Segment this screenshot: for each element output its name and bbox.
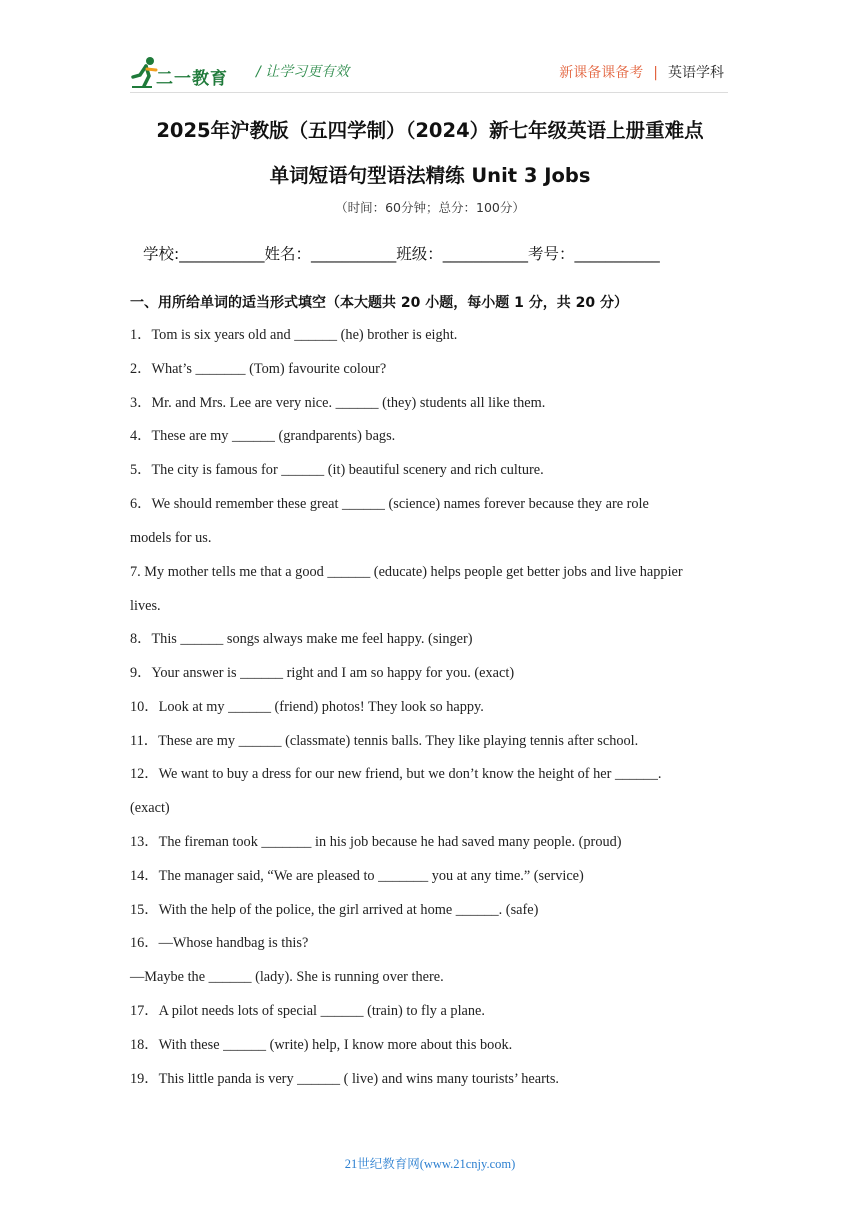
question-line: 1．Tom is six years old and ______ (he) brother is eight. [130, 327, 458, 343]
slogan: / 让学习更有效 [256, 64, 350, 80]
header-separator: | [653, 65, 658, 81]
header-divider [130, 92, 728, 93]
header-labels [559, 62, 724, 82]
section-heading: 一、用所给单词的适当形式填空（本大题共 20 小题，每小题 1 分，共 20 分） [130, 295, 628, 311]
page-header [0, 0, 860, 100]
logo-text: 二一教育 [156, 69, 228, 89]
time-score-note: （时间：60分钟；总分：100分） [335, 200, 525, 215]
header-label-subject: 英语学科 [668, 65, 724, 81]
question-line: 7. My mother tells me that a good ______ (educate) helps people get better jobs and live happier [130, 564, 683, 580]
logo [130, 56, 242, 90]
question-line: 6．We should remember these great ______ (science) names forever because they are role [130, 496, 649, 512]
question-line: 14．The manager said, “We are pleased to _______ you at any time.” (service) [130, 868, 584, 884]
student-info-line: 学校:___________姓名：___________班级：___________考号：___________ [143, 245, 660, 263]
question-line: lives. [130, 598, 161, 614]
question-line: 9．Your answer is ______ right and I am so happy for you. (exact) [130, 665, 515, 681]
question-line: 19．This little panda is very ______ ( live) and wins many tourists’ hearts. [130, 1071, 559, 1087]
question-line: 15．With the help of the police, the girl arrived at home ______. (safe) [130, 902, 539, 918]
page-title-line2: 单词短语句型语法精练 Unit 3 Jobs [269, 164, 591, 187]
question-line: (exact) [130, 800, 170, 816]
question-line: 13．The fireman took _______ in his job because he had saved many people. (proud) [130, 834, 622, 850]
header-label-prep: 新课备课备考 [559, 65, 644, 81]
footer-source-link[interactable]: 21世纪教育网(www.21cnjy.com) [344, 1157, 516, 1171]
question-line: models for us. [130, 530, 212, 546]
page-title-line1: 2025年沪教版（五四学制）（2024）新七年级英语上册重难点 [156, 119, 704, 142]
question-line: 10．Look at my ______ (friend) photos! They look so happy. [130, 699, 484, 715]
question-line: 16．—Whose handbag is this? [130, 935, 309, 951]
question-line: 3．Mr. and Mrs. Lee are very nice. ______ (they) students all like them. [130, 395, 546, 411]
question-line: 17．A pilot needs lots of special ______ (train) to fly a plane. [130, 1003, 485, 1019]
question-line: 4．These are my ______ (grandparents) bags. [130, 428, 396, 444]
question-line: 11．These are my ______ (classmate) tennis balls. They like playing tennis after school. [130, 733, 639, 749]
question-line: —Maybe the ______ (lady). She is running over there. [130, 969, 444, 985]
question-line: 8．This ______ songs always make me feel happy. (singer) [130, 631, 473, 647]
question-line: 18．With these ______ (write) help, I know more about this book. [130, 1037, 513, 1053]
question-line: 5．The city is famous for ______ (it) beautiful scenery and rich culture. [130, 462, 544, 478]
question-line: 2．What’s _______ (Tom) favourite colour? [130, 361, 387, 377]
question-line: 12．We want to buy a dress for our new friend, but we don’t know the height of her ______. [130, 766, 662, 782]
